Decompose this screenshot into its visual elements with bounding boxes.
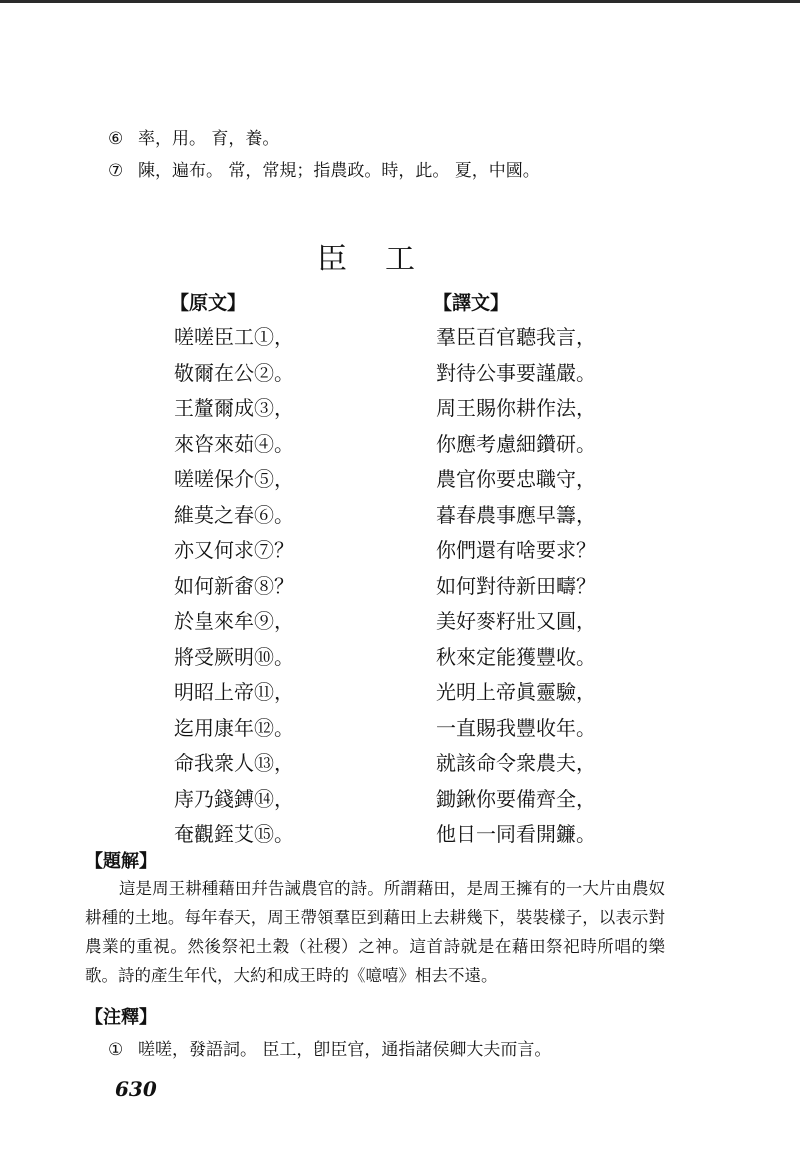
page-number: 630 [115, 1077, 157, 1101]
note-text: 率，用。 育，養。 [138, 129, 280, 149]
top-border [0, 0, 800, 3]
verse-line: 嗟嗟臣工①， [174, 325, 294, 349]
verse-line: 你們還有啥要求？ [436, 538, 596, 562]
original-verse [174, 320, 294, 853]
verse-line: 美好麥籽壯又圓， [436, 609, 596, 633]
original-heading: 【原文】 [170, 292, 247, 314]
verse-line: 於皇來牟⑨， [174, 609, 294, 633]
verse-line: 就該命令衆農夫， [436, 751, 596, 775]
verse-line: 維莫之春⑥。 [174, 502, 294, 527]
note-text: 嗟嗟，發語詞。 臣工，卽臣官，通指諸侯卿大夫而言。 [138, 1040, 552, 1060]
verse-line: 暮春農事應早籌， [436, 502, 596, 527]
verse-line: 你應考慮細鑽研。 [436, 431, 596, 456]
verse-line: 秋來定能獲豐收。 [436, 644, 596, 669]
note-number: ⑦ [108, 161, 124, 181]
explanation-paragraph: 這是周王耕種藉田幷告誡農官的詩。所謂藉田，是周王擁有的一大片由農奴耕種的土地。每年春天，周王帶領羣臣到藉田上去耕幾下，裝裝樣子，以表示對農業的重視。然後祭祀土穀（社稷）之神。這首詩就是在藉田祭祀時所唱的樂歌。詩的產生年代，大約和成王時的《噫嘻》相去不遠。 [85, 879, 665, 985]
verse-line: 奄觀銍艾⑮。 [174, 822, 294, 846]
verse-line: 光明上帝眞靈驗， [436, 680, 596, 704]
verse-line: 對待公事要謹嚴。 [436, 360, 596, 385]
verse-line: 農官你要忠職守， [436, 467, 596, 491]
poem-title: 臣工 [317, 242, 453, 277]
note-number: ⑥ [108, 129, 124, 149]
annotations-heading: 【注釋】 [85, 1007, 157, 1028]
verse-line: 明昭上帝⑪， [174, 680, 294, 704]
verse-line: 羣臣百官聽我言， [436, 325, 596, 349]
verse-line: 嗟嗟保介⑤， [174, 467, 294, 491]
note-7 [108, 159, 540, 183]
translation-heading: 【譯文】 [433, 292, 510, 314]
note-text: 陳，遍布。 常，常規；指農政。時，此。 夏，中國。 [138, 161, 540, 181]
verse-line: 如何新畬⑧？ [174, 573, 294, 598]
annotation-1 [108, 1038, 551, 1062]
verse-line: 迄用康年⑫。 [174, 715, 294, 740]
verse-line: 庤乃錢鎛⑭， [174, 786, 294, 811]
note-6 [108, 127, 279, 151]
verse-line: 一直賜我豐收年。 [436, 715, 596, 740]
verse-line: 如何對待新田疇？ [436, 573, 596, 598]
verse-line: 亦又何求⑦？ [174, 538, 294, 562]
verse-line: 敬爾在公②。 [174, 360, 294, 385]
verse-line: 鋤鍬你要備齊全， [436, 786, 596, 811]
explanation-heading: 【題解】 [85, 851, 157, 872]
verse-line: 將受厥明⑩。 [174, 644, 294, 669]
verse-line: 周王賜你耕作法， [436, 396, 596, 420]
note-number: ① [108, 1040, 124, 1060]
verse-line: 他日一同看開鐮。 [436, 822, 596, 846]
translation-verse [436, 320, 596, 853]
verse-line: 命我衆人⑬， [174, 751, 294, 775]
verse-line: 來咨來茹④。 [174, 431, 294, 456]
verse-line: 王釐爾成③， [174, 396, 294, 420]
